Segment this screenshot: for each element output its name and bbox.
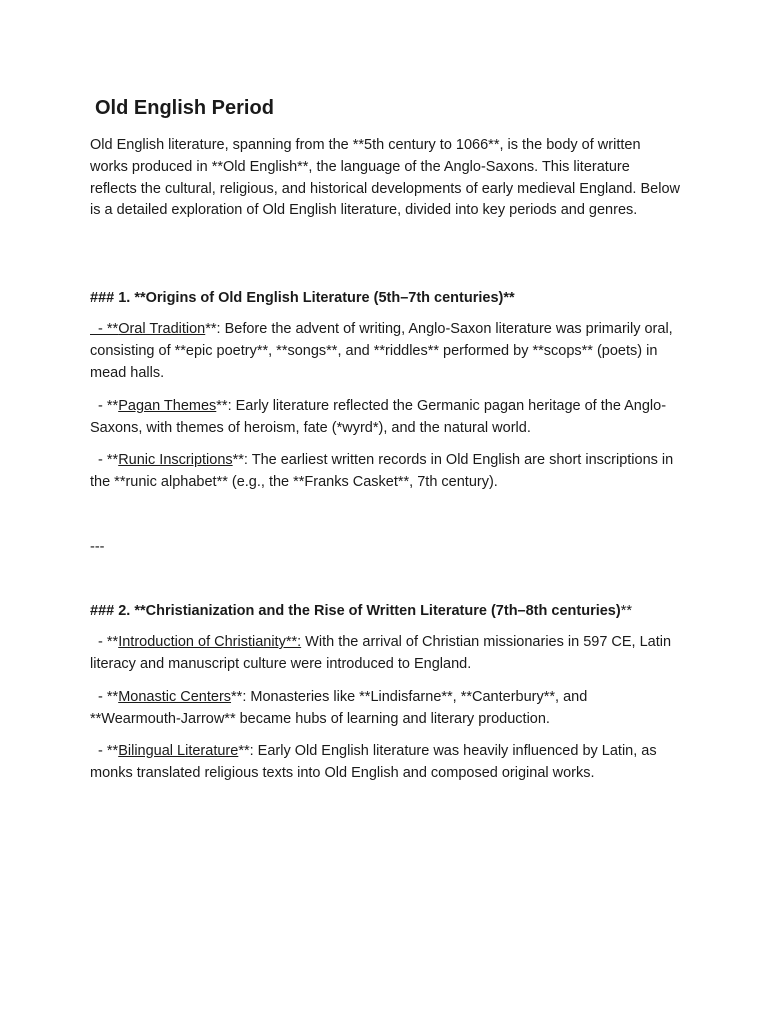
bullet-prefix: - ** [90,452,119,468]
bullet-bilingual-literature [90,741,680,785]
bullet-term: Runic Inscriptions [118,452,233,468]
intro-paragraph: Old English literature, spanning from the **5th century to 1066**, is the body of written works produced in **Old English**, the language of the Anglo-Saxons. This literature reflects the cultural, religious, and historical developments of early medieval England. Below is a detailed exploration of Old English literature, divided into key periods and genres. [90,137,680,219]
section-1-heading: ### 1. **Origins of Old English Literature (5th–7th centuries)** [90,290,515,306]
bullet-oral-tradition [90,319,680,384]
bullet-term: Bilingual Literature [118,743,239,759]
bullet-introduction-of-christianity [90,632,680,676]
bullet-prefix: - ** [90,398,119,414]
bullet-text: **: Early literature reflected the Germanic pagan heritage of the Anglo-Saxons, with themes of heroism, fate (*wyrd*), and the natural world. [90,398,667,436]
bullet-prefix: - ** [90,634,119,650]
bullet-pagan-themes [90,396,680,440]
bullet-runic-inscriptions [90,450,680,494]
bullet-term: Introduction of Christianity**: [118,634,302,650]
bullet-prefix: - ** [90,321,119,337]
bullet-term: Monastic Centers [118,689,232,705]
section-2-heading-bold: ### 2. **Christianization and the Rise of Written Literature (7th–8th centuries) [90,603,621,619]
bullet-text: With the arrival of Christian missionaries in 597 CE, Latin literacy and manuscript culture were introduced to England. [90,634,672,672]
section-2-heading-tail: ** [620,603,632,619]
bullet-text: **: Before the advent of writing, Anglo-Saxon literature was primarily oral, consisting of **epic poetry**, **songs**, and **riddles** performed by **scops** (poets) in mead halls. [90,321,673,381]
page-title: Old English Period [95,97,274,119]
bullet-text: **: Monasteries like **Lindisfarne**, **Canterbury**, and **Wearmouth-Jarrow** became hubs of learning and literary production. [90,689,588,727]
bullet-prefix: - ** [90,743,119,759]
bullet-prefix: - ** [90,689,119,705]
bullet-term: Pagan Themes [118,398,217,414]
bullet-text: **: The earliest written records in Old English are short inscriptions in the **runic alphabet** (e.g., the **Franks Casket**, 7th century). [90,452,674,490]
section-2-heading [90,600,632,622]
section-separator: --- [90,539,105,555]
bullet-text: **: Early Old English literature was heavily influenced by Latin, as monks translated religious texts into Old English and composed original works. [90,743,657,781]
bullet-term: Oral Tradition [118,321,206,337]
bullet-monastic-centers [90,687,680,731]
